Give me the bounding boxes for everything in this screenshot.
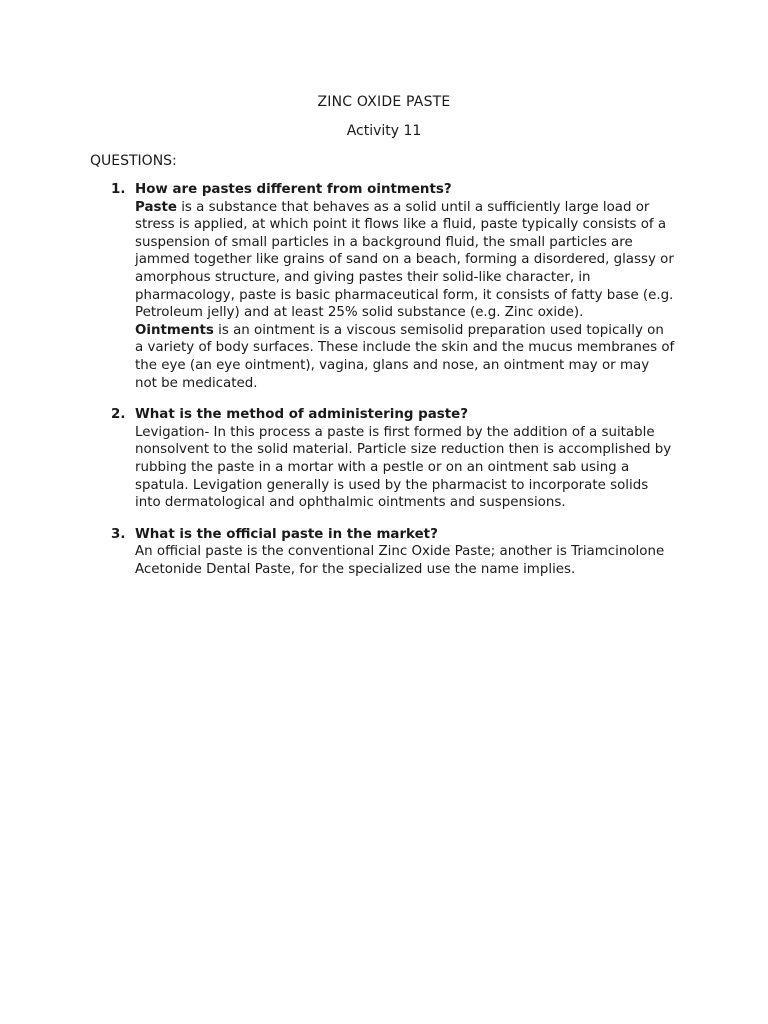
question-item-2: [111, 406, 675, 512]
answer-text: is a substance that behaves as a solid until a sufficiently large load or stress is applied, at which point it flows like a fluid, paste typically consists of a suspension of small particles in a background fluid, the small particles are jammed together like grains of sand on a beach, forming a disordered, glassy or amorphous structure, and giving pastes their solid-like character, in pharmacology, paste is basic pharmaceutical form, it consists of fatty base (e.g. Petroleum jelly) and at least 25% solid substance (e.g. Zinc oxide).: [135, 199, 674, 321]
question-item-3: [111, 526, 675, 579]
question-text: What is the method of administering paste?: [135, 407, 468, 423]
answer-term: Ointments: [135, 322, 214, 338]
answer-paragraph: [135, 199, 675, 322]
question-text: What is the official paste in the market?: [135, 526, 438, 542]
questions-label: QUESTIONS:: [90, 153, 177, 169]
question-number: 2.: [111, 407, 126, 423]
question-number: 3.: [111, 526, 126, 542]
question-list: [0, 181, 768, 578]
question-text: How are pastes different from ointments?: [135, 182, 452, 197]
answer-text: Levigation- In this process a paste is first formed by the addition of a suitable nonsolvent to the solid material. Particle size reduction then is accomplished by rubbing the paste in a mortar with a pestle or on an ointment sab using a spatula. Levigation generally is used by the pharmacist to incorporate solids into dermatological and ophthalmic ointments and suspensions.: [135, 424, 672, 511]
answer-text: is an ointment is a viscous semisolid preparation used topically on a variety of body surfaces. These include the skin and the mucus membranes of the eye (an eye ointment), vagina, glans and nose, an ointment may or may not be medicated.: [135, 322, 675, 391]
answer-text: An official paste is the conventional Zinc Oxide Paste; another is Triamcinolone Acetonide Dental Paste, for the specialized use the name implies.: [135, 544, 665, 577]
question-item-1: [111, 181, 675, 392]
answer-paragraph: [135, 543, 675, 578]
question-number: 1.: [111, 182, 126, 197]
answer-paragraph: [135, 424, 675, 512]
answer-term: Paste: [135, 199, 177, 215]
document-title: ZINC OXIDE PASTE: [317, 94, 451, 110]
document-subtitle: Activity 11: [346, 123, 422, 139]
answer-paragraph: [135, 322, 675, 392]
